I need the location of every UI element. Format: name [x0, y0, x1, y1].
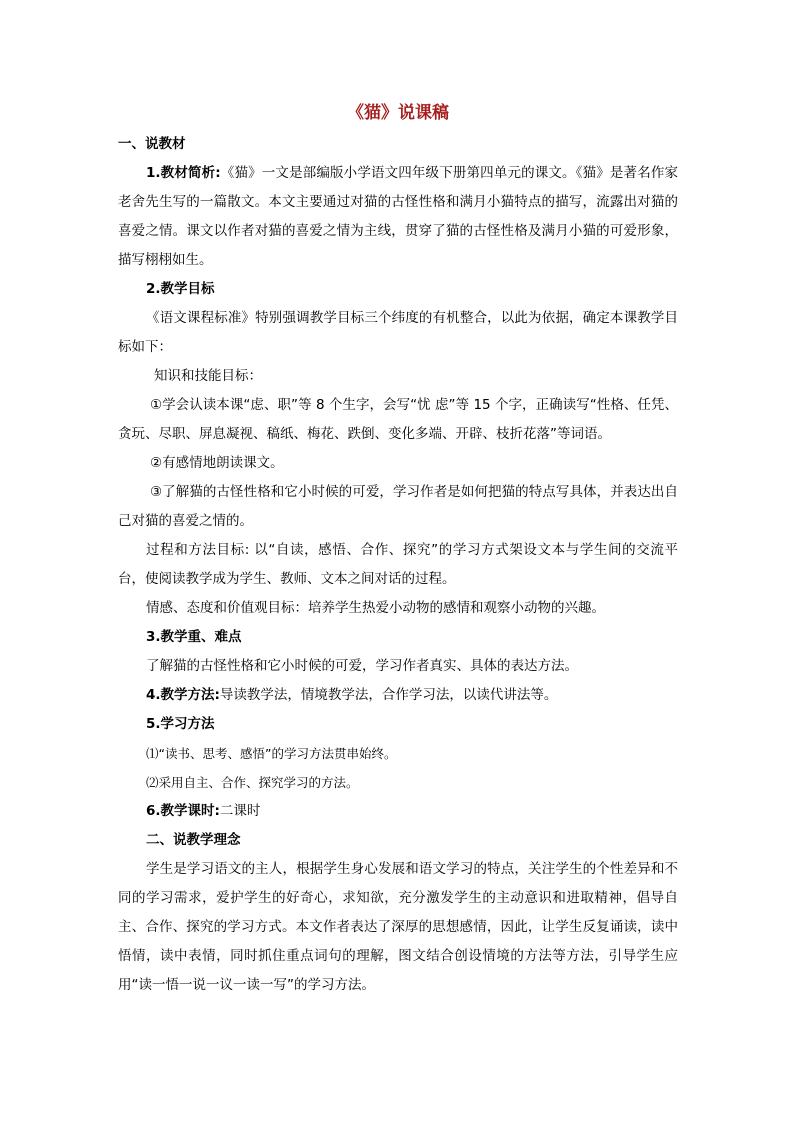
paragraph-material-analysis [118, 159, 678, 275]
text-teaching-methods: 导读教学法，情境教学法，合作学习法，以读代讲法等。 [219, 687, 558, 703]
label-knowledge-goals: 知识和技能目标： [154, 368, 262, 384]
subheading-teaching-goals: 2.教学目标 [146, 281, 215, 297]
paragraph-process-goals: 过程和方法目标: 以“自读，感悟、合作、探究”的学习方式架设文本与学生间的交流平台，使阅读教学成为学生、教师、文本之间对话的过程。 [118, 542, 678, 587]
label-teaching-methods: 4.教学方法: [146, 687, 220, 703]
paragraph-teaching-philosophy: 学生是学习语文的主人，根据学生身心发展和语文学习的特点，关注学生的个性差异和不同的学习需求，爱护学生的好奇心，求知欲，充分激发学生的主动意识和进取精神，倡导自主、合作、探究的学习方式。本文作者表达了深厚的思想感情，因此，让学生反复诵读，读中悟情，读中表情，同时抓住重点词句的理解，图文结合创设情境的方法等方法，引导学生应用“读一悟一说一议一读一写”的学习方法。 [118, 861, 678, 993]
learning-method-2: ⑵采用自主、合作、探究学习的方法。 [146, 775, 359, 790]
subheading-learning-methods: 5.学习方法 [146, 716, 215, 732]
paragraph-key-points: 了解猫的古怪性格和它小时候的可爱，学习作者真实、具体的表达方法。 [146, 658, 578, 674]
label-material-analysis: 1.教材简析: [146, 165, 221, 181]
paragraph-knowledge-goal-2: ②有感情地朗读课文。 [150, 455, 284, 471]
section-heading-teaching-material: 一、说教材 [118, 136, 186, 152]
section-heading-teaching-philosophy: 二、说教学理念 [146, 832, 241, 848]
paragraph-knowledge-goal-3: ③了解猫的古怪性格和它小时候的可爱，学习作者是如何把猫的特点写具体，并表达出自己对猫的喜爱之情的。 [118, 484, 678, 529]
paragraph-goals-intro: 《语文课程标准》特别强调教学目标三个纬度的有机整合，以此为依据，确定本课教学目标如下： [118, 310, 678, 355]
learning-method-1: ⑴“读书、思考、感悟”的学习方法贯串始终。 [146, 746, 397, 761]
label-class-hours: 6.教学课时: [146, 803, 220, 819]
text-material-analysis: 《猫》一文是部编版小学语文四年级下册第四单元的课文。《猫》是著名作家老舍先生写的一篇散文。本文主要通过对猫的古怪性格和满月小猫特点的描写，流露出对猫的喜爱之情。课文以作者对猫的喜爱之情为主线，贯穿了猫的古怪性格及满月小猫的可爱形象，描写栩栩如生。 [118, 165, 679, 268]
subheading-key-points: 3.教学重、难点 [146, 629, 242, 645]
paragraph-emotion-goals: 情感、态度和价值观目标：培养学生热爱小动物的感情和观察小动物的兴趣。 [146, 600, 605, 616]
subheading-class-hours [118, 797, 678, 826]
paragraph-knowledge-goal-1: ①学会认读本课“虑、职”等 8 个生字，会写“忧 虑”等 15 个字，正确读写“性格、任凭、贪玩、尽职、屏息凝视、稿纸、梅花、跌倒、变化多端、开辟、枝折花落”等词语。 [118, 397, 678, 442]
text-class-hours: 二课时 [219, 803, 261, 819]
document-title: 《猫》说课稿 [347, 103, 449, 123]
document-page [118, 96, 678, 1000]
subheading-teaching-methods [118, 681, 678, 710]
